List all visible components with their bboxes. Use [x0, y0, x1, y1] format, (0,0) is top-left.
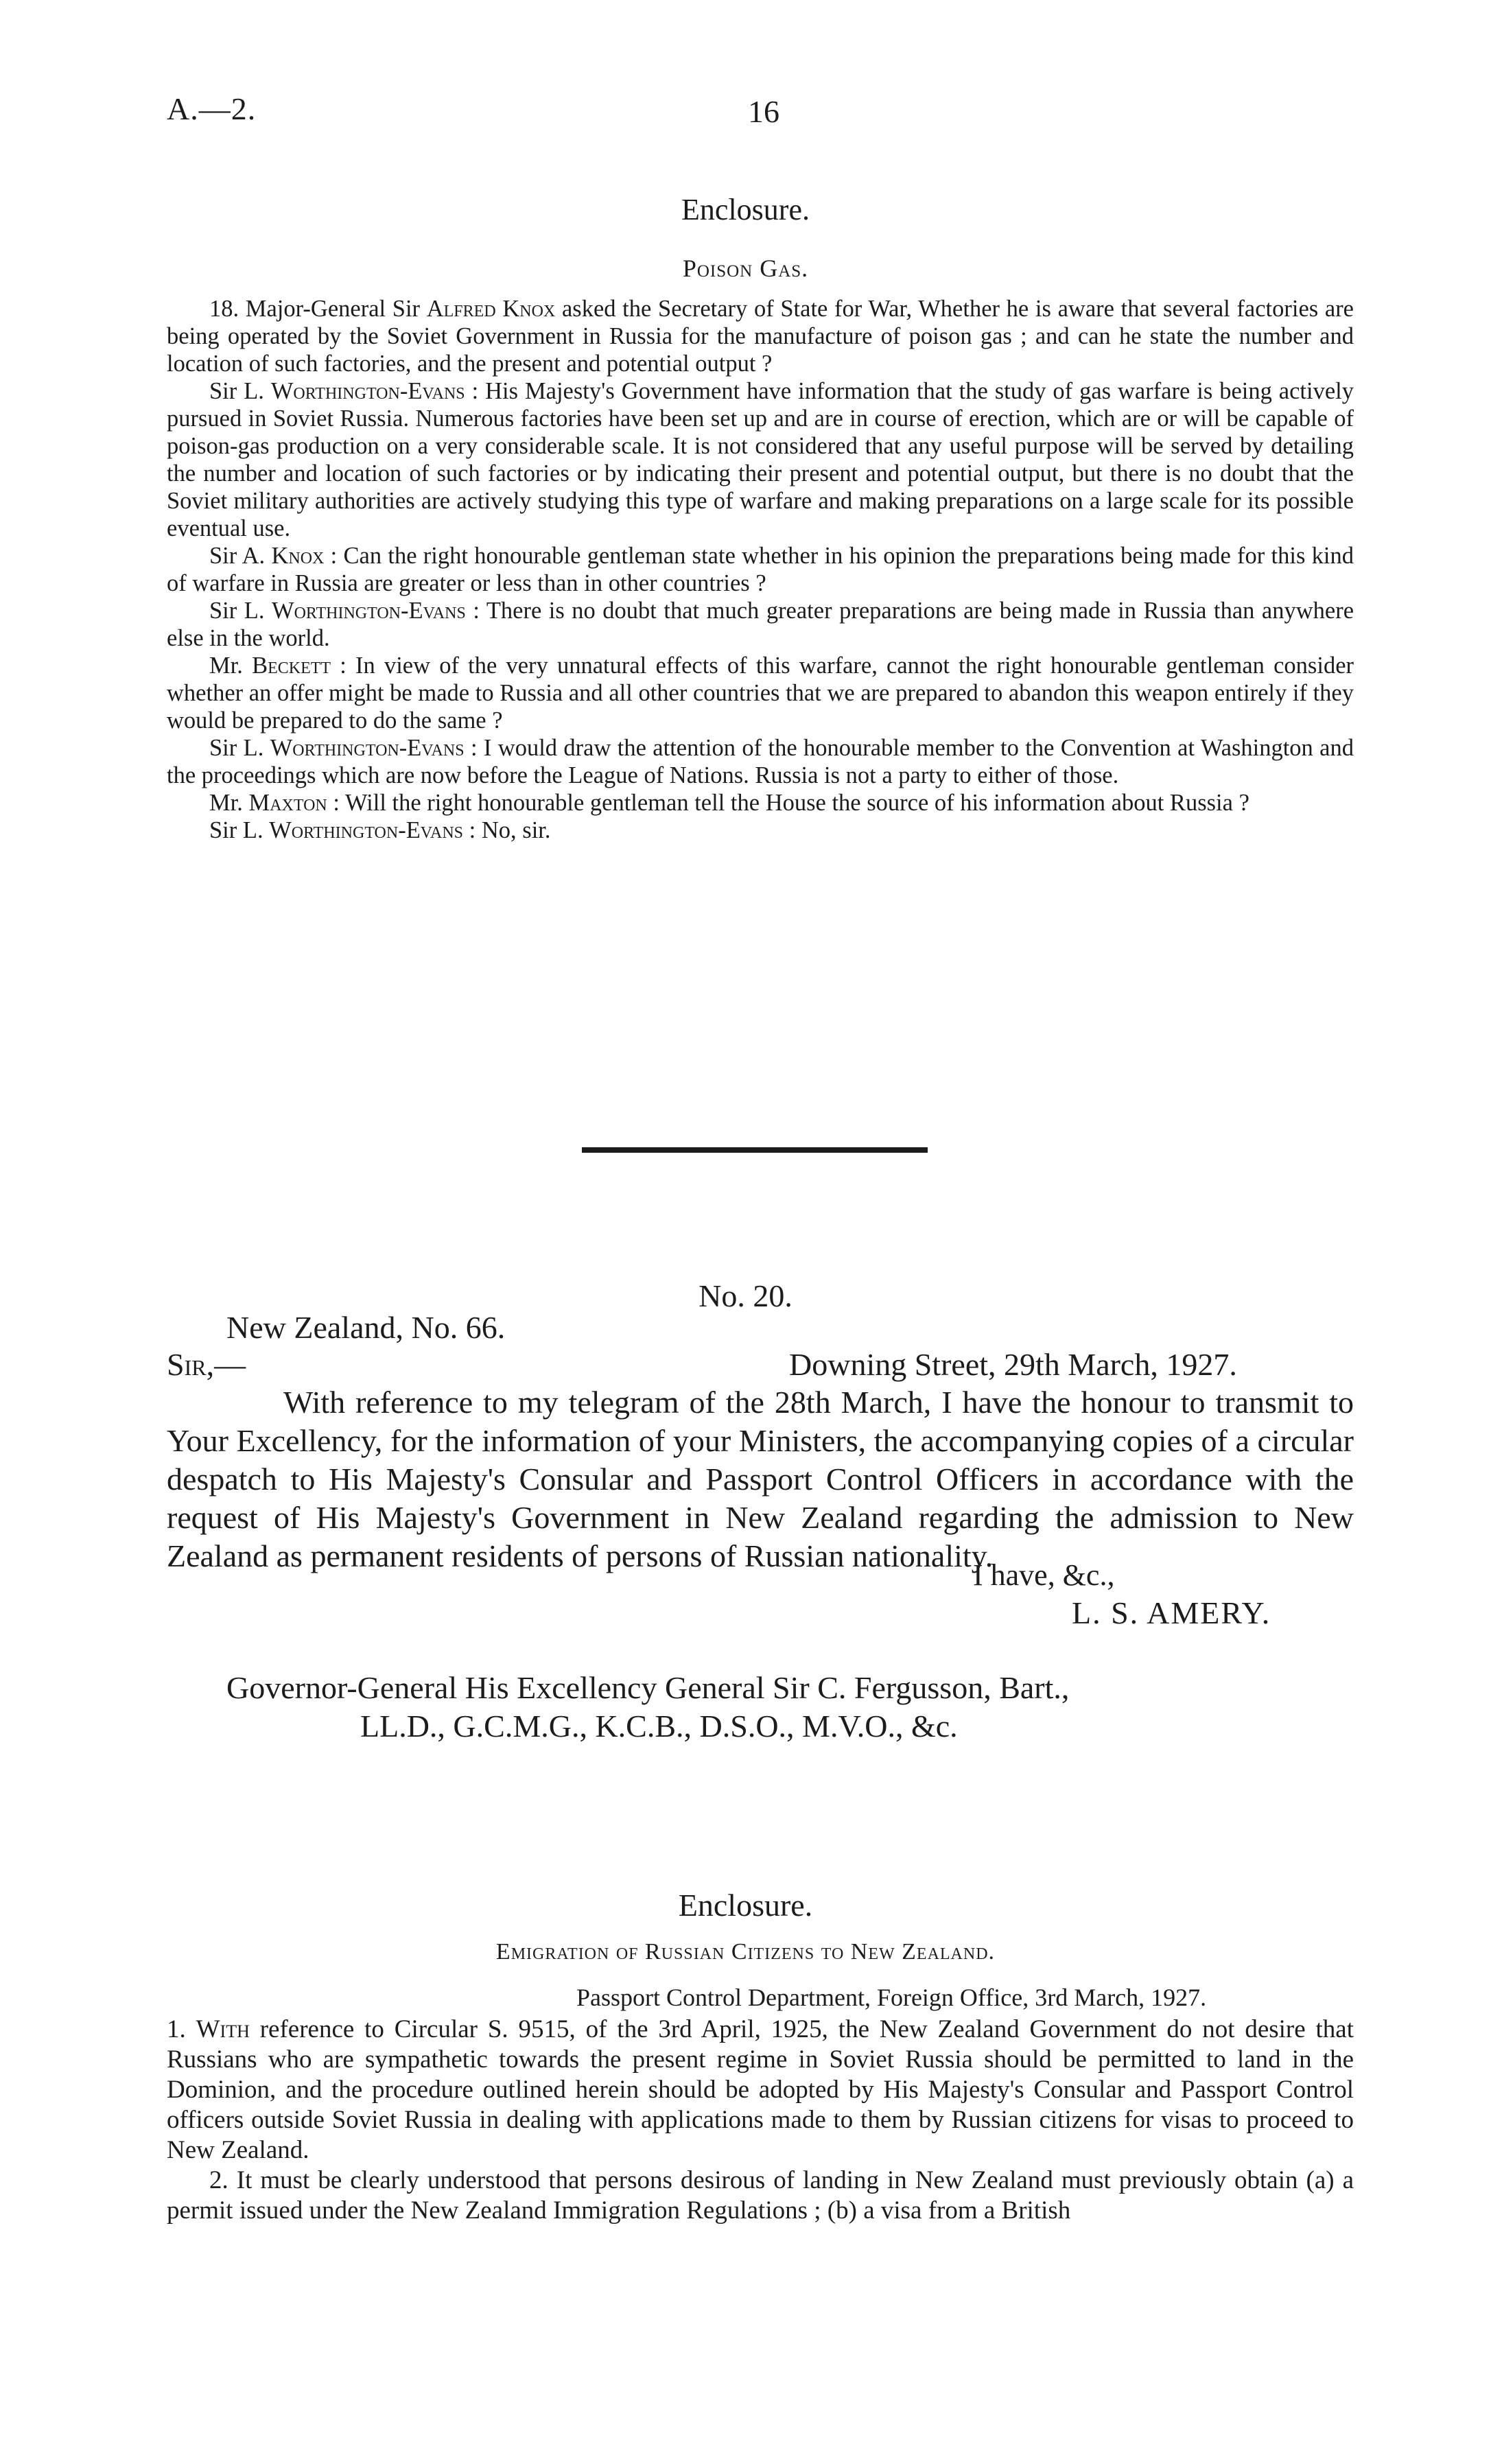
exchange-paragraph: 18. Major-General Sir Alfred Knox asked the Secretary of State for War, Whether he is aware that several factories are being operated by the Soviet Government in Russia for the manufacture of poison gas ; and can he state the number and location of such factories, and the present and potential output ?: [167, 296, 1354, 377]
document-reference: A.—2.: [167, 91, 257, 126]
exchange-paragraph: Sir L. Worthington-Evans : His Majesty's Government have information that the study of gas warfare is being actively pursued in Soviet Russia. Numerous factories have been set up and are in course of erection, which are or will be capable of poison-gas production on a very considerable scale. It is not considered that any useful purpose will be served by detailing the number and location of such factories or by indicating their present and potential output, but there is no doubt that the Soviet military authorities are actively studying this type of warfare and making preparations on a large scale for its possible eventual use.: [167, 378, 1354, 541]
despatch-number: No. 20.: [698, 1278, 793, 1313]
exchange-paragraph: Sir A. Knox : Can the right honourable gentleman state whether in his opinion the preparations being made for this kind of warfare in Russia are greater or less than in other countries ?: [167, 543, 1354, 596]
enclosure-subheading: Poison Gas.: [682, 255, 809, 282]
exchange-paragraph: Sir L. Worthington-Evans : There is no doubt that much greater preparations are being made in Russia than anywhere else in the world.: [167, 598, 1354, 651]
exchange-paragraph: Mr. Beckett : In view of the very unnatural effects of this warfare, cannot the right honourable gentleman consider whether an offer might be made to Russia and all other countries that we are prepared to abandon this weapon entirely if they would be prepared to do the same ?: [167, 653, 1354, 734]
despatch-paragraph: With reference to my telegram of the 28th March, I have the honour to transmit to Your Excellency, for the information of your Ministers, the accompanying copies of a circular despatch to His Majesty's Consular and Passport Control Officers in accordance with the request of His Majesty's Government in New Zealand regarding the admission to New Zealand as permanent residents of persons of Russian nationality.: [167, 1385, 1354, 1573]
exchange-paragraph: Sir L. Worthington-Evans : I would draw the attention of the honourable member to the Convention at Washington and the proceedings which are now before the League of Nations. Russia is not a party to either of those.: [167, 735, 1354, 788]
exchange-paragraph: Sir L. Worthington-Evans : No, sir.: [209, 817, 551, 843]
enclosure-heading: Enclosure.: [681, 193, 810, 226]
despatch-dateline: Downing Street, 29th March, 1927.: [789, 1347, 1237, 1382]
exchange-paragraph: Mr. Maxton : Will the right honourable gentleman tell the House the source of his information about Russia ?: [209, 790, 1249, 816]
addressee-line-2: LL.D., G.C.M.G., K.C.B., D.S.O., M.V.O., &c.: [360, 1709, 958, 1744]
page-number: 16: [748, 94, 779, 129]
despatch-body: [167, 1383, 1354, 1575]
emigration-text: [167, 2015, 1354, 2226]
enclosure-source-line: Passport Control Department, Foreign Office, 3rd March, 1927.: [576, 1984, 1207, 2011]
emigration-paragraph: 2. It must be clearly understood that persons desirous of landing in New Zealand must previously obtain (a) a permit issued under the New Zealand Immigration Regulations ; (b) a visa from a British: [167, 2166, 1354, 2225]
signature: L. S. AMERY.: [1072, 1595, 1271, 1630]
parliamentary-exchange: [167, 295, 1354, 844]
enclosure-subheading: Emigration of Russian Citizens to New Zealand.: [495, 1939, 996, 1964]
addressee-line-1: Governor-General His Excellency General Sir C. Fergusson, Bart.,: [226, 1670, 1070, 1705]
despatch-series: New Zealand, No. 66.: [226, 1310, 506, 1345]
complimentary-close: I have, &c.,: [973, 1558, 1115, 1592]
emigration-paragraph: 1. With reference to Circular S. 9515, of the 3rd April, 1925, the New Zealand Government do not desire that Russians who are sympathetic towards the present regime in Soviet Russia should be permitted to land in the Dominion, and the procedure outlined herein should be adopted by His Majesty's Consular and Passport Control officers outside Soviet Russia in dealing with applications made to them by Russian citizens for visas to proceed to New Zealand.: [167, 2015, 1354, 2164]
enclosure-heading: Enclosure.: [678, 1888, 813, 1923]
section-divider: [582, 1147, 928, 1153]
salutation: Sir,—: [167, 1347, 246, 1382]
